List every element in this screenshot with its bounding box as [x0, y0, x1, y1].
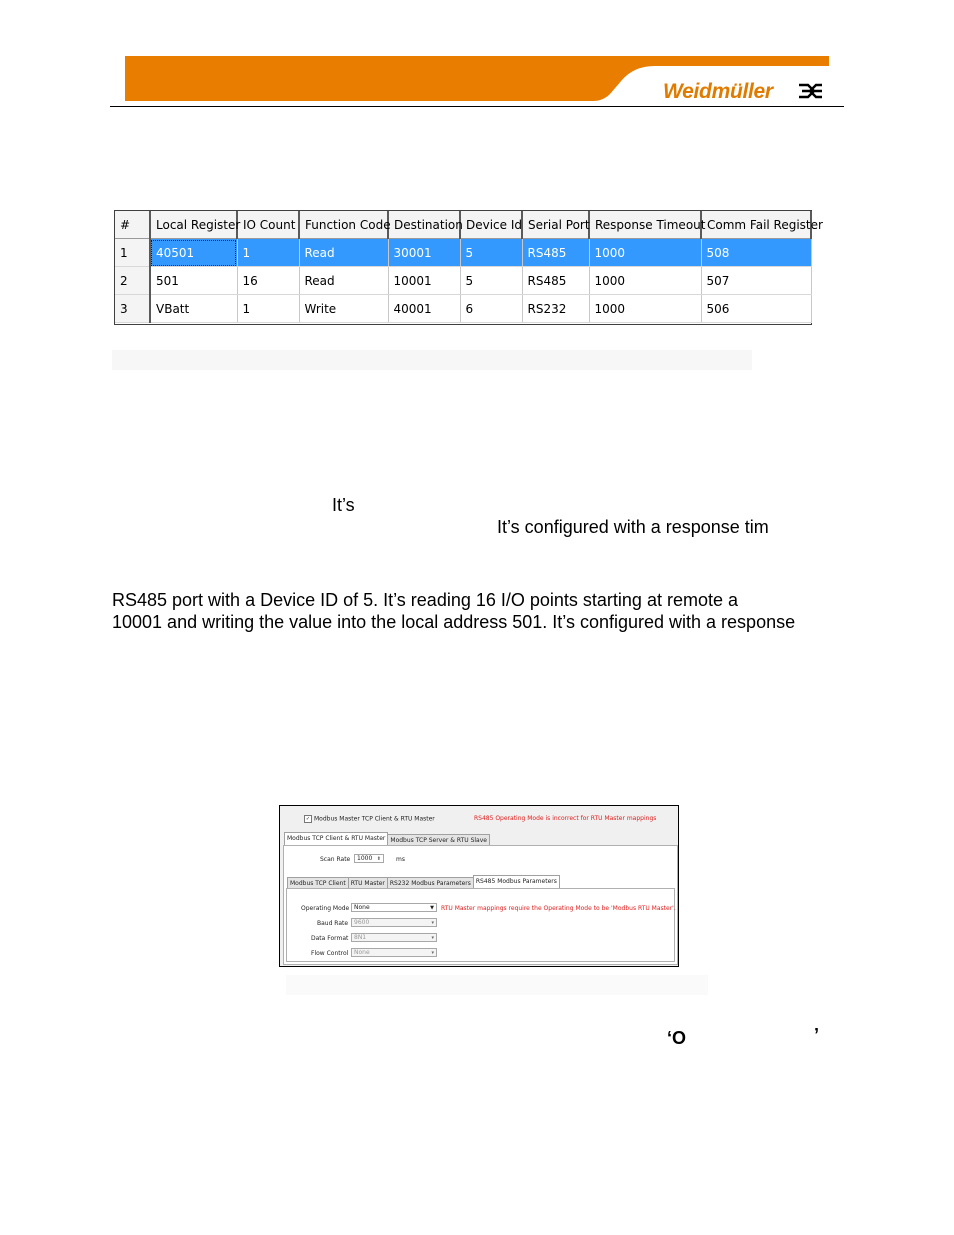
chevron-down-icon: ▾ — [431, 935, 434, 941]
faint-caption-band — [112, 350, 752, 370]
table-row[interactable] — [115, 267, 811, 295]
chevron-down-icon: ▼ — [430, 905, 434, 911]
operating-mode-error-message: RS485 Operating Mode is incorrect for RTU Master mappings — [474, 815, 657, 822]
cell-function-code[interactable]: Write — [299, 295, 388, 323]
table-row[interactable] — [115, 295, 811, 323]
mapping-table-container — [114, 210, 823, 325]
data-format-label: Data Format — [311, 935, 349, 942]
faint-caption-band — [286, 975, 708, 995]
cell-function-code[interactable]: Read — [299, 267, 388, 295]
quote-fragment-open: ‘O — [667, 1028, 687, 1048]
brand-name: Weidmüller — [663, 80, 773, 103]
mapping-table — [115, 211, 823, 323]
cell-destination[interactable]: 10001 — [388, 267, 460, 295]
cell-device-id[interactable]: 5 — [460, 239, 522, 267]
body-text-fragment: It’s — [332, 495, 355, 515]
cell-destination[interactable]: 40001 — [388, 295, 460, 323]
column-header-destination[interactable]: Destination — [388, 211, 460, 239]
cell-io-count[interactable]: 1 — [237, 295, 299, 323]
operating-mode-requirement-message: RTU Master mappings require the Operating Mode to be 'Modbus RTU Master'. — [441, 905, 676, 912]
master-checkbox-label: Modbus Master TCP Client & RTU Master — [314, 815, 435, 823]
weidmuller-logo-mark — [799, 85, 822, 97]
cell-local-register[interactable]: 501 — [150, 267, 237, 295]
row-number: 1 — [115, 239, 150, 267]
cell-response-timeout[interactable]: 1000 — [589, 267, 701, 295]
column-header-function-code[interactable]: Function Code — [299, 211, 388, 239]
column-header-serial-port[interactable]: Serial Port — [522, 211, 589, 239]
row-number: 3 — [115, 295, 150, 323]
scan-rate-unit: ms — [396, 856, 405, 863]
scan-rate-value: 1000 — [357, 855, 373, 862]
table-header-row — [115, 211, 811, 239]
master-enable-checkbox[interactable] — [304, 815, 435, 823]
column-header-local-register[interactable]: Local Register — [150, 211, 237, 239]
cell-device-id[interactable]: 6 — [460, 295, 522, 323]
tab-modbus-tcp-client[interactable]: Modbus TCP Client — [287, 877, 349, 889]
cell-response-timeout[interactable]: 1000 — [589, 239, 701, 267]
baud-rate-value: 9600 — [354, 919, 370, 926]
cell-serial-port[interactable]: RS485 — [522, 267, 589, 295]
header-banner — [0, 0, 954, 110]
tab-rs232-modbus-parameters[interactable]: RS232 Modbus Parameters — [387, 877, 474, 889]
checkbox-check-icon: ✓ — [305, 816, 311, 822]
data-format-select[interactable] — [351, 933, 437, 942]
cell-comm-fail-register[interactable]: 507 — [701, 267, 811, 295]
table-row[interactable] — [115, 239, 811, 267]
header-rule — [110, 106, 844, 107]
column-header-device-id[interactable]: Device Id — [460, 211, 522, 239]
settings-screenshot — [279, 805, 679, 967]
body-text-line: 10001 and writing the value into the local address 501. It’s configured with a response — [112, 612, 796, 632]
body-text-line: RS485 port with a Device ID of 5. It’s reading 16 I/O points starting at remote a — [112, 590, 738, 610]
cell-response-timeout[interactable]: 1000 — [589, 295, 701, 323]
tab-modbus-tcp-server-rtu-slave[interactable]: Modbus TCP Server & RTU Slave — [387, 834, 490, 846]
column-header-comm-fail-register[interactable]: Comm Fail Register — [701, 211, 811, 239]
tab-modbus-tcp-client-rtu-master[interactable]: Modbus TCP Client & RTU Master — [284, 832, 388, 846]
baud-rate-select[interactable] — [351, 918, 437, 927]
scan-rate-label: Scan Rate — [320, 856, 351, 863]
column-header-number[interactable]: # — [115, 211, 150, 239]
tab-rs485-modbus-parameters[interactable]: RS485 Modbus Parameters — [473, 875, 560, 889]
cell-device-id[interactable]: 5 — [460, 267, 522, 295]
cell-local-register[interactable]: 40501 — [150, 239, 237, 267]
column-header-io-count[interactable]: IO Count — [237, 211, 299, 239]
operating-mode-value: None — [354, 904, 370, 911]
cell-local-register[interactable]: VBatt — [150, 295, 237, 323]
row-number: 2 — [115, 267, 150, 295]
flow-control-label: Flow Control — [311, 950, 349, 957]
cell-io-count[interactable]: 16 — [237, 267, 299, 295]
cell-function-code[interactable]: Read — [299, 239, 388, 267]
cell-comm-fail-register[interactable]: 506 — [701, 295, 811, 323]
cell-serial-port[interactable]: RS485 — [522, 239, 589, 267]
body-text-fragment: It’s configured with a response tim — [497, 517, 769, 537]
cell-io-count[interactable]: 1 — [237, 239, 299, 267]
cell-comm-fail-register[interactable]: 508 — [701, 239, 811, 267]
flow-control-select[interactable] — [351, 948, 437, 957]
cell-serial-port[interactable]: RS232 — [522, 295, 589, 323]
chevron-down-icon: ▾ — [431, 950, 434, 956]
chevron-down-icon: ▾ — [431, 920, 434, 926]
data-format-value: 8N1 — [354, 934, 367, 941]
flow-control-value: None — [354, 949, 370, 956]
spinner-arrows-icon[interactable]: ⬍ — [376, 856, 381, 862]
baud-rate-label: Baud Rate — [317, 920, 349, 927]
tab-rtu-master[interactable]: RTU Master — [348, 877, 388, 889]
operating-mode-label: Operating Mode — [301, 905, 350, 912]
operating-mode-select[interactable] — [351, 903, 437, 912]
quote-fragment-close: ’ — [814, 1025, 820, 1045]
column-header-response-timeout[interactable]: Response Timeout — [589, 211, 701, 239]
scan-rate-input[interactable] — [354, 854, 384, 863]
cell-destination[interactable]: 30001 — [388, 239, 460, 267]
